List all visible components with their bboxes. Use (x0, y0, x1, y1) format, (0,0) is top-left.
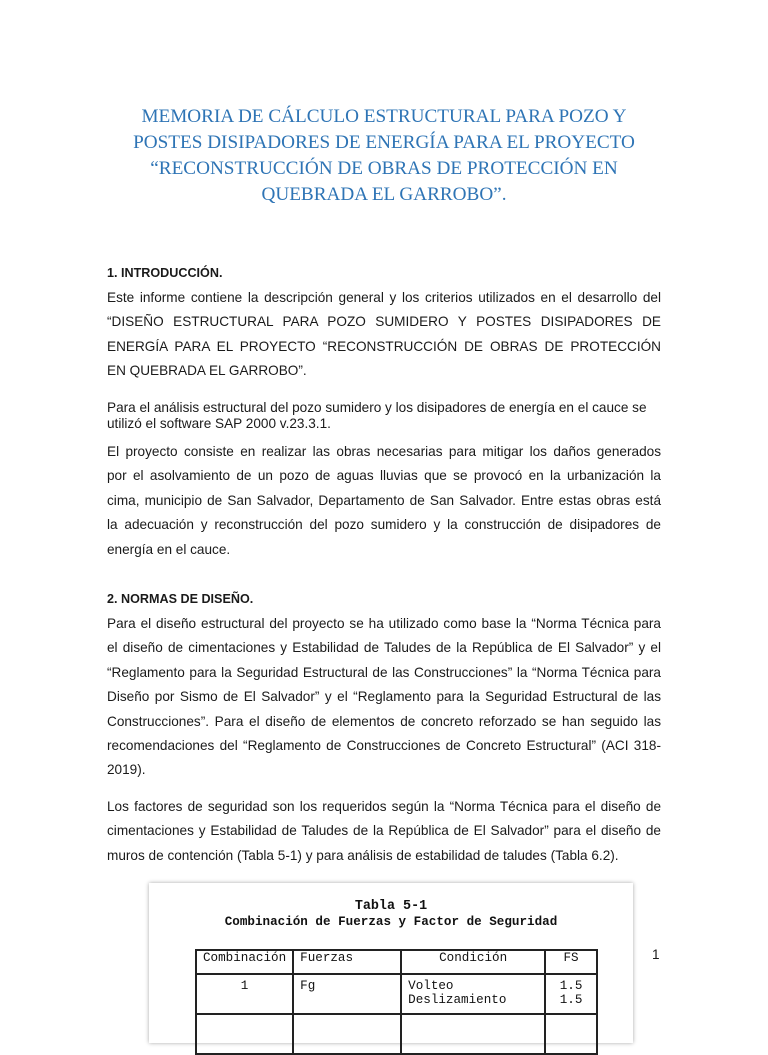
section-1-heading: 1. INTRODUCCIÓN. (107, 266, 223, 280)
figure-subtitle: Combinación de Fuerzas y Factor de Seguridad (224, 915, 558, 929)
text-line: cima, municipio de San Salvador, Departamento de San Salvador. Entre estas obras está (107, 492, 661, 508)
header-cell: Combinación (196, 950, 293, 974)
text-line: “DISEÑO ESTRUCTURAL PARA POZO SUMIDERO Y POSTES DISIPADORES DE (107, 314, 661, 330)
fs-value: 1.5 (559, 979, 583, 993)
intro-paragraph-3 (107, 444, 661, 566)
figure-title: Tabla 5-1 (354, 899, 428, 914)
page-number: 1 (652, 947, 660, 962)
table-row (196, 974, 597, 1014)
title-line: “RECONSTRUCCIÓN DE OBRAS DE PROTECCIÓN EN (150, 158, 618, 179)
table-cell (545, 974, 597, 1014)
condition-text: Deslizamiento (408, 993, 507, 1007)
text-line: la adecuación y reconstrucción del pozo sumidero y la construcción de disipadores de (107, 517, 661, 533)
fs-value: 1.5 (559, 993, 583, 1007)
table-row (196, 1014, 597, 1054)
table-cell (293, 1014, 401, 1054)
text-line: 2019). (107, 762, 146, 778)
table-cell (401, 974, 545, 1014)
table-cell: Fg (293, 974, 401, 1014)
table-5-1-figure (149, 883, 633, 1043)
title-line: POSTES DISIPADORES DE ENERGÍA PARA EL PROYECTO (133, 132, 635, 153)
title-line: QUEBRADA EL GARROBO”. (261, 184, 507, 205)
intro-paragraph-1 (107, 290, 661, 388)
text-line: Para el análisis estructural del pozo sumidero y los disipadores de energía en el cauce se (107, 400, 647, 415)
table-cell (545, 1014, 597, 1054)
text-line: ENERGÍA PARA EL PROYECTO “RECONSTRUCCIÓN DE OBRAS DE PROTECCIÓN (107, 338, 661, 354)
intro-paragraph-2 (107, 400, 661, 432)
text-line: Diseño por Sismo de El Salvador” y el “Reglamento para la Seguridad Estructural de las (107, 689, 661, 705)
text-line: El proyecto consiste en realizar las obras necesarias para mitigar los daños generados (107, 444, 661, 459)
safety-factor-table (195, 949, 598, 1055)
section-2-heading: 2. NORMAS DE DISEÑO. (107, 592, 254, 606)
text-line: EN QUEBRADA EL GARROBO”. (107, 363, 307, 379)
text-line: Construcciones”. Para el diseño de elementos de concreto reforzado se han seguido las (107, 713, 661, 729)
text-line: Para el diseño estructural del proyecto se ha utilizado como base la “Norma Técnica para (107, 616, 661, 631)
header-cell: FS (545, 950, 597, 974)
text-line: Los factores de seguridad son los requeridos según la “Norma Técnica para el diseño de (107, 799, 661, 814)
norms-paragraph-2 (107, 799, 661, 872)
norms-paragraph-1 (107, 616, 661, 787)
header-cell: Condición (401, 950, 545, 974)
text-line: el diseño de cimentaciones y Estabilidad de Taludes de la República de El Salvador” y el (107, 640, 661, 656)
table-cell (196, 1014, 293, 1054)
title-line: MEMORIA DE CÁLCULO ESTRUCTURAL PARA POZO Y (141, 106, 627, 127)
text-line: cimentaciones y Estabilidad de Taludes de la República de El Salvador” para el diseño de (107, 823, 661, 839)
table-header-row (196, 950, 597, 974)
table-cell (401, 1014, 545, 1054)
text-line: utilizó el software SAP 2000 v.23.3.1. (107, 416, 331, 431)
condition-text: Volteo (408, 979, 454, 993)
text-line: “Reglamento para la Seguridad Estructural de las Construcciones” la “Norma Técnica para (107, 664, 661, 680)
text-line: energía en el cauce. (107, 541, 231, 557)
text-line: Este informe contiene la descripción general y los criterios utilizados en el desarrollo del (107, 290, 661, 305)
text-line: muros de contención (Tabla 5-1) y para análisis de estabilidad de taludes (Tabla 6.2). (107, 847, 619, 863)
text-line: por el asolvamiento de un pozo de aguas lluvias que se provocó en la urbanización la (107, 468, 661, 484)
header-cell: Fuerzas (293, 950, 401, 974)
document-title (90, 104, 678, 208)
table-cell: 1 (196, 974, 293, 1014)
text-line: recomendaciones del “Reglamento de Construcciones de Concreto Estructural” (ACI 318- (107, 737, 661, 753)
